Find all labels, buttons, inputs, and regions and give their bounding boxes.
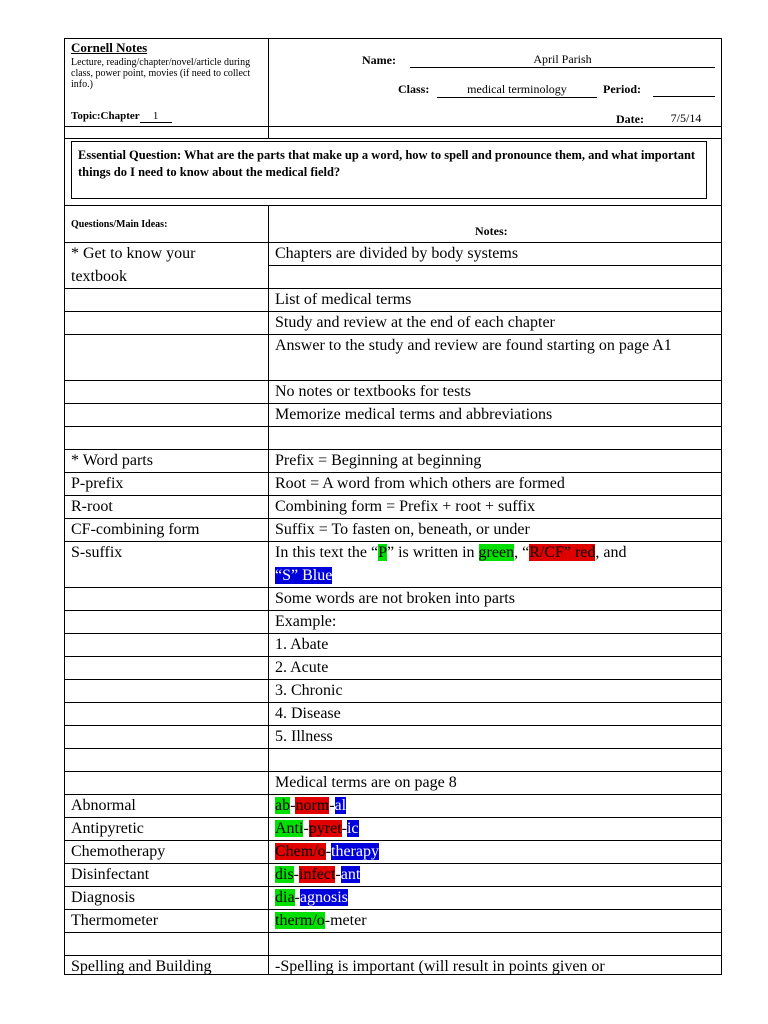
color-note-before: In this text the “: [275, 544, 379, 561]
term-part: -meter: [324, 912, 367, 929]
row-note: Medical terms are on page 8: [275, 774, 457, 791]
row-note: -Spelling is important (will result in points given or: [275, 958, 605, 975]
term-part: ant: [340, 866, 361, 883]
name-value: April Parish: [410, 52, 715, 68]
frame-left: [64, 38, 65, 975]
class-label: Class:: [398, 82, 430, 96]
row-question: * Get to know your: [71, 245, 196, 262]
col-right-header: Notes:: [475, 224, 508, 238]
topic-line: [71, 110, 172, 123]
row-question: S-suffix: [71, 544, 123, 561]
row-note: Suffix = To fasten on, beneath, or under: [275, 521, 530, 538]
row-question: Abnormal: [71, 797, 136, 814]
color-note-green: green: [478, 544, 515, 561]
col-left-header: Questions/Main Ideas:: [71, 219, 168, 230]
row-note: [275, 886, 721, 909]
term-part: -: [294, 889, 300, 906]
row-question: Antipyretic: [71, 820, 144, 837]
date-label: Date:: [616, 112, 644, 126]
color-note-mid3: , and: [595, 544, 627, 561]
color-note-mid2: , “: [514, 544, 530, 561]
term-part: -: [293, 866, 299, 883]
frame-top: [64, 38, 722, 39]
header-title: Cornell Notes: [71, 40, 148, 55]
frame-right: [721, 38, 722, 975]
row-note: [275, 794, 721, 817]
row-line: [64, 748, 722, 749]
date-value: 7/5/14: [655, 111, 717, 127]
row-question: Spelling and Building: [71, 958, 212, 975]
topic-label: Topic:Chapter: [71, 110, 140, 122]
term-part: -: [290, 797, 296, 814]
row-question: * Word parts: [71, 452, 153, 469]
row-note: [275, 909, 721, 932]
header-divider: [268, 38, 269, 138]
term-part: infect: [299, 866, 336, 883]
row-note: Chapters are divided by body systems: [275, 245, 519, 262]
period-value: [653, 82, 715, 97]
row-note: Some words are not broken into parts: [275, 590, 515, 607]
row-question: Chemotherapy: [71, 843, 166, 860]
row-question: Thermometer: [71, 912, 159, 929]
row-note: [275, 863, 721, 886]
term-part: ab: [275, 797, 291, 814]
row-note: Answer to the study and review are found starting on page A1: [275, 337, 672, 354]
row-line: [64, 426, 722, 427]
row-note: No notes or textbooks for tests: [275, 383, 471, 400]
color-note-s-blue: “S” Blue: [275, 567, 333, 584]
row-note: Combining form = Prefix + root + suffix: [275, 498, 536, 515]
term-part: agnosis: [299, 889, 348, 906]
columns-top: [64, 205, 722, 206]
term-part: -: [325, 843, 331, 860]
row-question: CF-combining form: [71, 521, 200, 538]
name-label: Name:: [362, 53, 396, 67]
row-note: Memorize medical terms and abbreviations: [275, 406, 553, 423]
row-line: [268, 265, 722, 266]
row-note: [275, 817, 721, 840]
term-part: Anti: [275, 820, 304, 837]
term-part: -: [335, 866, 341, 883]
term-part: -: [341, 820, 347, 837]
color-note-p: P: [378, 544, 387, 561]
row-note: Root = A word from which others are formed: [275, 475, 565, 492]
color-note-mid1: ” is written in: [387, 544, 479, 561]
row-question: P-prefix: [71, 475, 124, 492]
term-part: therapy: [331, 843, 379, 860]
row-note: 1. Abate: [275, 636, 329, 653]
row-question: Diagnosis: [71, 889, 135, 906]
row-note: 2. Acute: [275, 659, 329, 676]
row-question: textbook: [71, 268, 127, 285]
row-note: 4. Disease: [275, 705, 341, 722]
term-part: -: [303, 820, 309, 837]
color-note-rcf: R/CF” red: [529, 544, 596, 561]
row-note: Example:: [275, 613, 337, 630]
row-note: 3. Chronic: [275, 682, 343, 699]
row-note: Prefix = Beginning at beginning: [275, 452, 482, 469]
term-part: -: [329, 797, 335, 814]
term-part: therm/o: [275, 912, 325, 929]
topic-value: 1: [140, 110, 172, 123]
term-part: ic: [346, 820, 359, 837]
row-note: List of medical terms: [275, 291, 412, 308]
row-note: [275, 541, 721, 587]
col-divider: [268, 205, 269, 975]
row-note: [275, 840, 721, 863]
term-part: dis: [275, 866, 294, 883]
row-question: Disinfectant: [71, 866, 150, 883]
row-note: 5. Illness: [275, 728, 333, 745]
term-part: al: [334, 797, 347, 814]
class-value: medical terminology: [437, 82, 597, 98]
row-note: Study and review at the end of each chapter: [275, 314, 555, 331]
term-part: norm: [295, 797, 330, 814]
essential-question: Essential Question: What are the parts that make up a word, how to spell and pronounce them, and what important things do I need to know about the medical field?: [71, 141, 707, 199]
term-part: dia: [275, 889, 295, 906]
header-instructions: Lecture, reading/chapter/novel/article during class, power point, movies (if need to collect info.): [71, 57, 251, 90]
term-part: Chem/o: [275, 843, 326, 860]
row-question: R-root: [71, 498, 113, 515]
term-part: pyret: [308, 820, 342, 837]
row-line: [64, 932, 722, 933]
header-bottom-2: [64, 138, 722, 139]
period-label: Period:: [603, 82, 641, 96]
